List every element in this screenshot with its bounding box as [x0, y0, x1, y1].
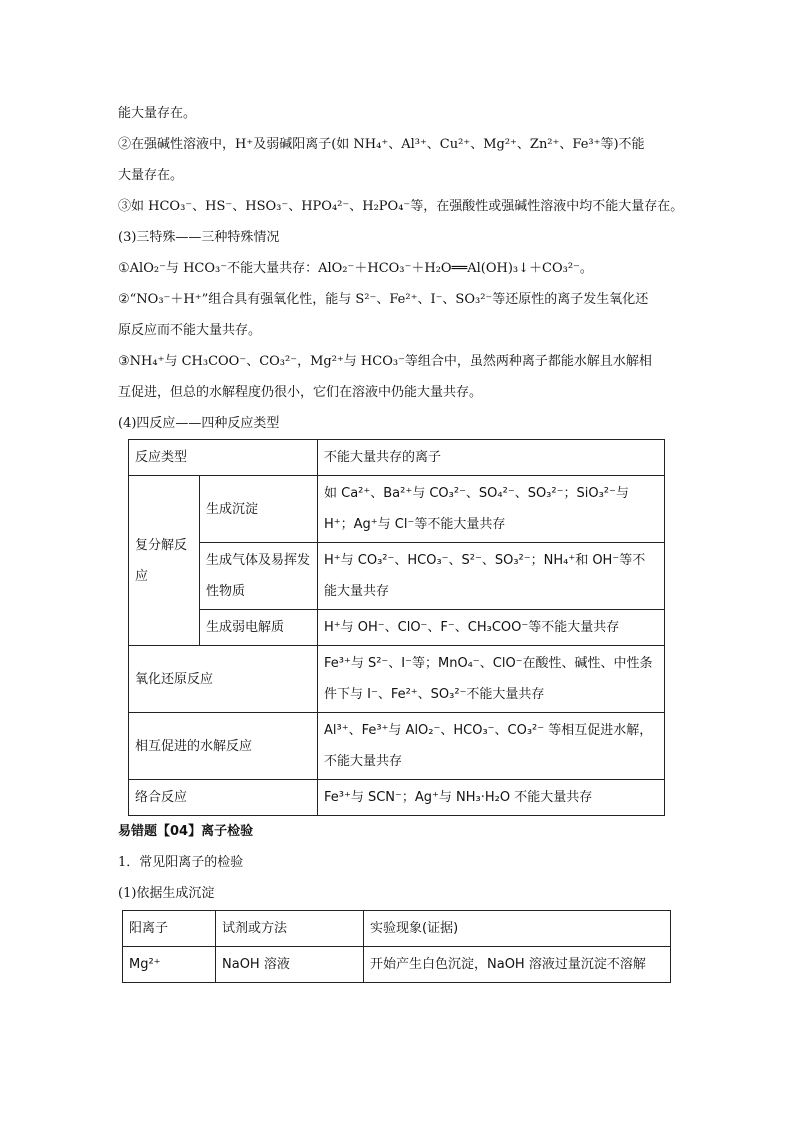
table-header-cell: 试剂或方法	[216, 911, 364, 947]
ions-cell: Fe³⁺与 SCN⁻；Ag⁺与 NH₃·H₂O 不能大量共存	[318, 780, 665, 816]
text-line-7: ②“NO₃⁻＋H⁺”组合具有强氧化性，能与 S²⁻、Fe²⁺、I⁻、SO₃²⁻等还原性的离子发生氧化还	[118, 292, 649, 307]
document-page	[118, 98, 684, 983]
text-line-2: ②在强碱性溶液中，H⁺及弱碱阳离子(如 NH₄⁺、Al³⁺、Cu²⁺、Mg²⁺、Zn²⁺、Fe³⁺等)不能	[118, 137, 645, 152]
table-header-cell: 阳离子	[123, 911, 216, 947]
table-row	[129, 713, 665, 780]
ion-cell: Mg²⁺	[123, 947, 216, 983]
text-line-10: 互促进，但总的水解程度仍很小，它们在溶液中仍能大量共存。	[118, 385, 483, 400]
text-line-9: ③NH₄⁺与 CH₃COO⁻、CO₃²⁻，Mg²⁺与 HCO₃⁻等组合中，虽然两种离子都能水解且水解相	[118, 354, 652, 369]
ions-cell: 如 Ca²⁺、Ba²⁺与 CO₃²⁻、SO₄²⁻、SO₃²⁻；SiO₃²⁻与 H⁺；Ag⁺与 Cl⁻等不能大量共存	[318, 476, 665, 543]
table-row	[129, 780, 665, 816]
table-row	[123, 947, 671, 983]
text-line-11: (4)四反应——四种反应类型	[118, 416, 280, 431]
text-line-6: ①AlO₂⁻与 HCO₃⁻不能大量共存：AlO₂⁻＋HCO₃⁻＋H₂O══Al(OH)₃↓＋CO₃²⁻。	[118, 261, 593, 276]
table-header-cell: 不能大量共存的离子	[318, 440, 665, 476]
table-row	[129, 543, 665, 610]
text-line-4: ③如 HCO₃⁻、HS⁻、HSO₃⁻、HPO₄²⁻、H₂PO₄⁻等，在强酸性或强碱性溶液中均不能大量存在。	[118, 199, 684, 214]
reaction-types-table	[128, 439, 665, 816]
sub-type-cell: 生成弱电解质	[200, 610, 318, 646]
text-line-1: 能大量存在。	[118, 106, 197, 121]
table-header-cell: 实验现象(证据)	[364, 911, 671, 947]
cation-test-table	[122, 910, 671, 983]
text-line-8: 原反应而不能大量共存。	[118, 323, 262, 338]
type-cell: 氧化还原反应	[129, 646, 318, 713]
table-row	[129, 440, 665, 476]
table-row	[129, 610, 665, 646]
ions-cell: Fe³⁺与 S²⁻、I⁻等；MnO₄⁻、ClO⁻在酸性、碱性、中性条件下与 I⁻、Fe²⁺、SO₃²⁻不能大量共存	[318, 646, 665, 713]
ions-cell: Al³⁺、Fe³⁺与 AlO₂⁻、HCO₃⁻、CO₃²⁻ 等相互促进水解，不能大量共存	[318, 713, 665, 780]
ions-cell: H⁺与 OH⁻、ClO⁻、F⁻、CH₃COO⁻等不能大量共存	[318, 610, 665, 646]
text-line-5: (3)三特殊——三种特殊情况	[118, 230, 280, 245]
text-line-3: 大量存在。	[118, 168, 184, 183]
group-label-cell: 复分解反应	[129, 476, 200, 646]
phenomenon-cell: 开始产生白色沉淀，NaOH 溶液过量沉淀不溶解	[364, 947, 671, 983]
subheading-2: (1)依据生成沉淀	[118, 886, 215, 901]
subheading-1: 1．常见阳离子的检验	[118, 855, 244, 870]
reagent-cell: NaOH 溶液	[216, 947, 364, 983]
section-title: 易错题【04】离子检验	[118, 824, 254, 839]
sub-type-cell: 生成气体及易挥发性物质	[200, 543, 318, 610]
table-header-cell: 反应类型	[129, 440, 318, 476]
sub-type-cell: 生成沉淀	[200, 476, 318, 543]
table-row	[123, 911, 671, 947]
table-row	[129, 646, 665, 713]
ions-cell: H⁺与 CO₃²⁻、HCO₃⁻、S²⁻、SO₃²⁻；NH₄⁺和 OH⁻等不能大量共存	[318, 543, 665, 610]
type-cell: 络合反应	[129, 780, 318, 816]
type-cell: 相互促进的水解反应	[129, 713, 318, 780]
table-row	[129, 476, 665, 543]
